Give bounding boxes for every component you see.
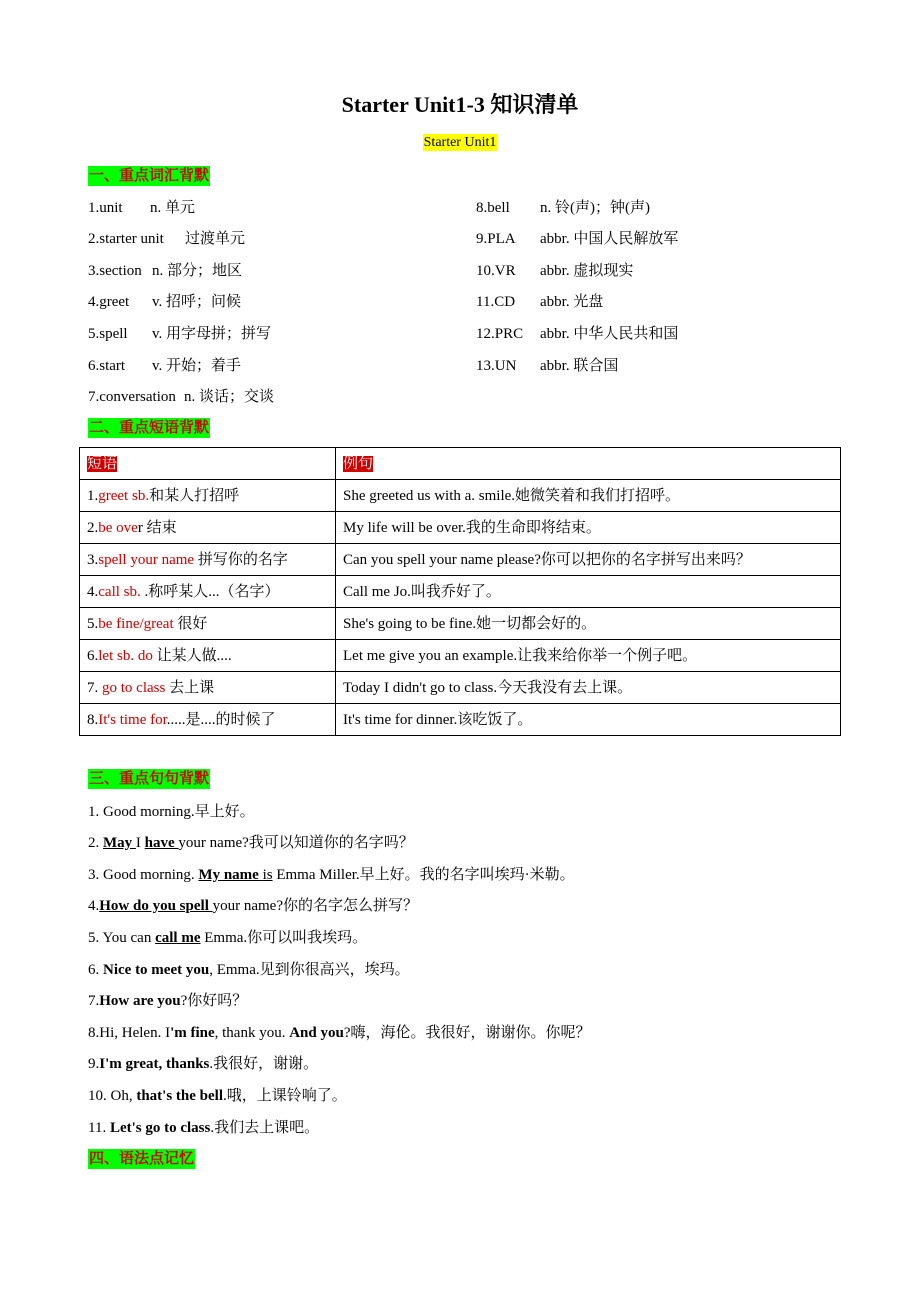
phrase-tail: r xyxy=(137,519,143,536)
unit-subtitle: Starter Unit1 xyxy=(423,135,497,150)
phrase-section-heading: 二、重点短语背默 xyxy=(89,420,210,436)
table-row xyxy=(80,480,841,512)
vocab-word: 7.conversation xyxy=(88,389,176,405)
phrase-cell xyxy=(80,640,336,672)
phrase-text: be fine/great xyxy=(98,615,174,632)
sent-part: 4. xyxy=(88,898,100,914)
sent-key: May xyxy=(103,835,136,851)
phrase-cn: 和某人打招呼 xyxy=(149,487,240,504)
vocab-item xyxy=(88,356,241,376)
sentence-9 xyxy=(88,1054,318,1074)
sent-part: , Emma.见到你很高兴，埃玛。 xyxy=(209,962,410,978)
sent-key: How are you xyxy=(99,993,181,1009)
sent-key: My name xyxy=(198,867,263,883)
vocab-def: abbr. 联合国 xyxy=(540,358,619,374)
sentence-2 xyxy=(88,833,414,853)
example-cell: My life will be over.我的生命即将结束。 xyxy=(336,512,841,544)
vocab-item xyxy=(476,356,618,376)
sentence-10 xyxy=(88,1086,347,1106)
sentence-4 xyxy=(88,896,418,916)
vocab-def: 过渡单元 xyxy=(185,231,246,247)
sent-part: 10. Oh, xyxy=(88,1088,137,1104)
sent-key: How do you spell xyxy=(99,898,213,914)
table-row xyxy=(80,640,841,672)
phrase-cn: .称呼某人...（名字） xyxy=(140,583,280,600)
vocab-item xyxy=(476,229,678,249)
phrase-table xyxy=(79,447,841,736)
vocab-word: 2.starter unit xyxy=(88,231,164,247)
sent-part: your name?我可以知道你的名字吗？ xyxy=(178,835,414,851)
vocab-item xyxy=(88,198,195,218)
sentence-1: 1. Good morning.早上好。 xyxy=(88,804,255,820)
table-row xyxy=(80,576,841,608)
table-row xyxy=(80,608,841,640)
sent-part: .哦，上课铃响了。 xyxy=(223,1088,347,1104)
vocab-word: 13.UN xyxy=(476,358,517,374)
phrase-text: It's time for xyxy=(98,711,167,728)
example-cell: Can you spell your name please?你可以把你的名字拼写出来吗？ xyxy=(336,544,841,576)
sent-key: is xyxy=(262,867,273,883)
vocab-word: 9.PLA xyxy=(476,231,516,247)
sent-part: 5. You can xyxy=(88,930,156,946)
sentence-8 xyxy=(88,1023,591,1043)
vocab-word: 4.greet xyxy=(88,294,130,310)
phrase-cn: .....是....的时候了 xyxy=(166,711,276,728)
phrase-cell xyxy=(80,704,336,736)
phrase-cn: 拼写你的名字 xyxy=(194,551,288,568)
phrase-cell xyxy=(80,544,336,576)
vocab-def: abbr. 光盘 xyxy=(540,294,604,310)
sent-part: I xyxy=(135,835,145,851)
sent-key: that's the bell xyxy=(136,1088,224,1104)
vocab-word: 1.unit xyxy=(88,200,123,216)
vocab-def: v. 招呼；问候 xyxy=(152,294,242,310)
vocab-def: n. 单元 xyxy=(150,200,196,216)
sent-part: 8.Hi, Helen. I xyxy=(88,1025,171,1041)
sent-part: , thank you. xyxy=(214,1025,290,1041)
vocab-item xyxy=(476,292,603,312)
vocab-item xyxy=(88,292,241,312)
phrase-num: 3. xyxy=(87,551,99,568)
sent-part: your name?你的名字怎么拼写？ xyxy=(212,898,418,914)
sent-part: 9. xyxy=(88,1056,100,1072)
sent-key: 'm fine xyxy=(170,1025,215,1041)
phrase-num: 4. xyxy=(87,583,99,600)
phrase-num: 2. xyxy=(87,519,99,536)
table-header-cell xyxy=(336,448,841,480)
sentence-3 xyxy=(88,865,575,885)
sent-part: Emma.你可以叫我埃玛。 xyxy=(200,930,368,946)
vocab-section-heading: 一、重点词汇背默 xyxy=(89,168,210,184)
vocab-item xyxy=(88,229,245,249)
vocab-word: 3.section xyxy=(88,263,142,279)
phrase-num: 6. xyxy=(87,647,99,664)
phrase-cn: 很好 xyxy=(173,615,208,632)
vocab-item xyxy=(88,387,274,407)
phrase-text: greet sb. xyxy=(98,487,150,504)
vocab-item xyxy=(476,261,633,281)
example-cell: Today I didn't go to class.今天我没有去上课。 xyxy=(336,672,841,704)
sent-key: have xyxy=(144,835,179,851)
phrase-cell xyxy=(80,576,336,608)
vocab-item xyxy=(476,198,650,218)
example-cell: She's going to be fine.她一切都会好的。 xyxy=(336,608,841,640)
vocab-item xyxy=(88,261,242,281)
phrase-num: 1. xyxy=(87,487,99,504)
phrase-cn: 结束 xyxy=(142,519,177,536)
sent-part: 7. xyxy=(88,993,100,1009)
sentence-section-heading: 三、重点句句背默 xyxy=(89,771,210,787)
sent-part: .我们去上课吧。 xyxy=(210,1120,320,1136)
example-cell: She greeted us with a. smile.她微笑着和我们打招呼。 xyxy=(336,480,841,512)
vocab-item xyxy=(88,324,271,344)
phrase-cell xyxy=(80,480,336,512)
sent-part: 3. Good morning. xyxy=(88,867,199,883)
vocab-word: 6.start xyxy=(88,358,126,374)
vocab-word: 11.CD xyxy=(476,294,516,310)
vocab-word: 12.PRC xyxy=(476,326,524,342)
sentence-5 xyxy=(88,928,367,948)
page-title: Starter Unit1-3 知识清单 xyxy=(341,92,579,117)
sent-part: 2. xyxy=(88,835,103,851)
sent-part: .我很好，谢谢。 xyxy=(209,1056,319,1072)
phrase-cell xyxy=(80,512,336,544)
table-row xyxy=(80,672,841,704)
phrase-text: spell your name xyxy=(98,551,195,568)
vocab-item xyxy=(476,324,678,344)
sent-part: ?嗨，海伦。我很好，谢谢你。你呢？ xyxy=(343,1025,591,1041)
vocab-def: abbr. 中国人民解放军 xyxy=(540,231,679,247)
header-phrase: 短语 xyxy=(87,455,118,472)
example-cell: Call me Jo.叫我乔好了。 xyxy=(336,576,841,608)
phrase-cn: 让某人做.... xyxy=(152,647,232,664)
sent-key: Nice to meet you xyxy=(103,962,210,978)
table-header-cell xyxy=(80,448,336,480)
vocab-def: n. 部分；地区 xyxy=(152,263,243,279)
sent-part: 6. xyxy=(88,962,103,978)
phrase-text: let sb. do xyxy=(98,647,153,664)
table-header-row xyxy=(80,448,841,480)
vocab-word: 5.spell xyxy=(88,326,128,342)
header-example: 例句 xyxy=(343,455,374,472)
phrase-num: 7. xyxy=(87,679,102,696)
vocab-def: abbr. 虚拟现实 xyxy=(540,263,634,279)
vocab-def: n. 铃(声)；钟(声) xyxy=(540,200,650,216)
sentence-6 xyxy=(88,960,410,980)
phrase-cell xyxy=(80,672,336,704)
table-row xyxy=(80,704,841,736)
table-row xyxy=(80,512,841,544)
sent-part: 11. xyxy=(88,1120,110,1136)
unit-subtitle-row xyxy=(0,134,920,151)
phrase-cn: 去上课 xyxy=(165,679,215,696)
phrase-num: 8. xyxy=(87,711,99,728)
phrase-text: be ove xyxy=(98,519,138,536)
sentence-11 xyxy=(88,1118,319,1138)
vocab-def: n. 谈话；交谈 xyxy=(184,389,275,405)
vocab-def: v. 开始；着手 xyxy=(152,358,242,374)
example-cell: It's time for dinner.该吃饭了。 xyxy=(336,704,841,736)
vocab-word: 8.bell xyxy=(476,200,510,216)
vocab-def: v. 用字母拼；拼写 xyxy=(152,326,272,342)
example-cell: Let me give you an example.让我来给你举一个例子吧。 xyxy=(336,640,841,672)
sent-key: Let's go to class xyxy=(109,1120,211,1136)
vocab-def: abbr. 中华人民共和国 xyxy=(540,326,679,342)
sent-part: Emma Miller.早上好。我的名字叫埃玛·米勒。 xyxy=(272,867,575,883)
sent-key: And you xyxy=(289,1025,344,1041)
sentence-7 xyxy=(88,991,247,1011)
table-row xyxy=(80,544,841,576)
phrase-cell xyxy=(80,608,336,640)
sent-part: ?你好吗？ xyxy=(180,993,248,1009)
phrase-text: go to class xyxy=(102,679,166,696)
vocab-word: 10.VR xyxy=(476,263,516,279)
phrase-text: call sb. xyxy=(98,583,141,600)
phrase-num: 5. xyxy=(87,615,99,632)
sent-key: call me xyxy=(155,930,201,946)
grammar-section-heading: 四、语法点记忆 xyxy=(89,1151,195,1167)
sent-key: I'm great, thanks xyxy=(99,1056,210,1072)
